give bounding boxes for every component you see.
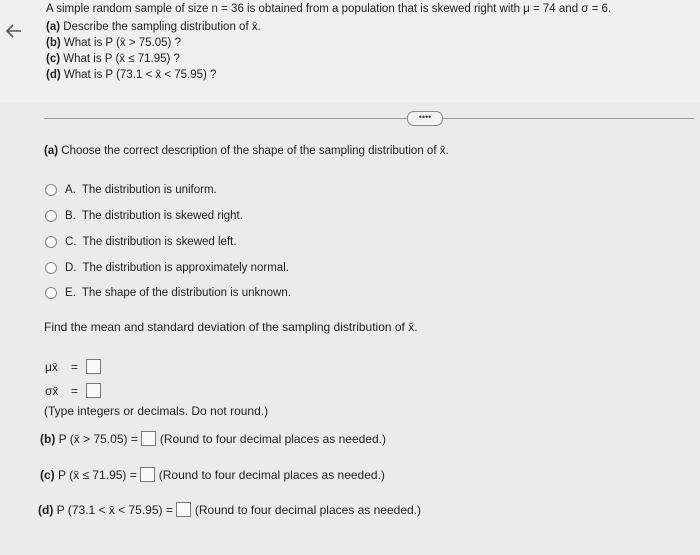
question-part-c: (c) What is P (x̄ ≤ 71.95) ? — [46, 53, 180, 65]
type-note: (Type integers or decimals. Do not round.) — [44, 404, 269, 418]
question-part-d: (d) What is P (73.1 < x̄ < 75.95) ? — [46, 69, 217, 81]
option-c[interactable]: C. The distribution is skewed left. — [45, 234, 237, 250]
sd-row: σx̄ = — [45, 383, 101, 398]
mean-row: μx̄ = — [45, 359, 101, 374]
option-d[interactable]: D. The distribution is approximately normal. — [45, 260, 289, 276]
option-e[interactable]: E. The shape of the distribution is unknown. — [45, 285, 291, 301]
answer-d-input[interactable] — [176, 502, 191, 517]
answer-c-row: (c) P (x̄ ≤ 71.95) = (Round to four decimal places as needed.) — [40, 467, 385, 482]
mean-input[interactable] — [86, 359, 101, 374]
part-a-prompt: (a) Choose the correct description of the shape of the sampling distribution of x̄. — [44, 145, 449, 157]
option-b[interactable]: B. The distribution is skewed right. — [45, 208, 243, 224]
sd-input[interactable] — [86, 383, 101, 398]
question-header — [0, 0, 700, 102]
sigma-symbol: σx̄ — [45, 383, 59, 398]
answer-d-row: (d) P (73.1 < x̄ < 75.95) = (Round to four decimal places as needed.) — [38, 502, 422, 517]
answer-b-row: (b) P (x̄ > 75.05) = (Round to four decimal places as needed.) — [40, 431, 386, 446]
mean-sd-prompt: Find the mean and standard deviation of the sampling distribution of x̄. — [44, 320, 418, 334]
question-part-b: (b) What is P (x̄ > 75.05) ? — [46, 37, 181, 49]
answer-c-input[interactable] — [140, 467, 155, 482]
option-a[interactable]: A. The distribution is uniform. — [45, 182, 217, 198]
radio-button[interactable] — [45, 236, 57, 248]
radio-button[interactable] — [45, 287, 57, 299]
radio-button[interactable] — [45, 262, 57, 274]
question-part-a: (a) Describe the sampling distribution of x̄. — [46, 21, 261, 33]
problem-statement: A simple random sample of size n = 36 is obtained from a population that is skewed right with μ = 74 and σ = 6. — [46, 3, 612, 15]
back-arrow-icon[interactable] — [4, 21, 24, 41]
mu-symbol: μx̄ — [45, 359, 58, 374]
more-button[interactable]: •••• — [407, 111, 443, 126]
radio-button[interactable] — [45, 210, 57, 222]
divider — [44, 118, 694, 119]
answer-b-input[interactable] — [141, 431, 156, 446]
radio-button[interactable] — [45, 184, 57, 196]
